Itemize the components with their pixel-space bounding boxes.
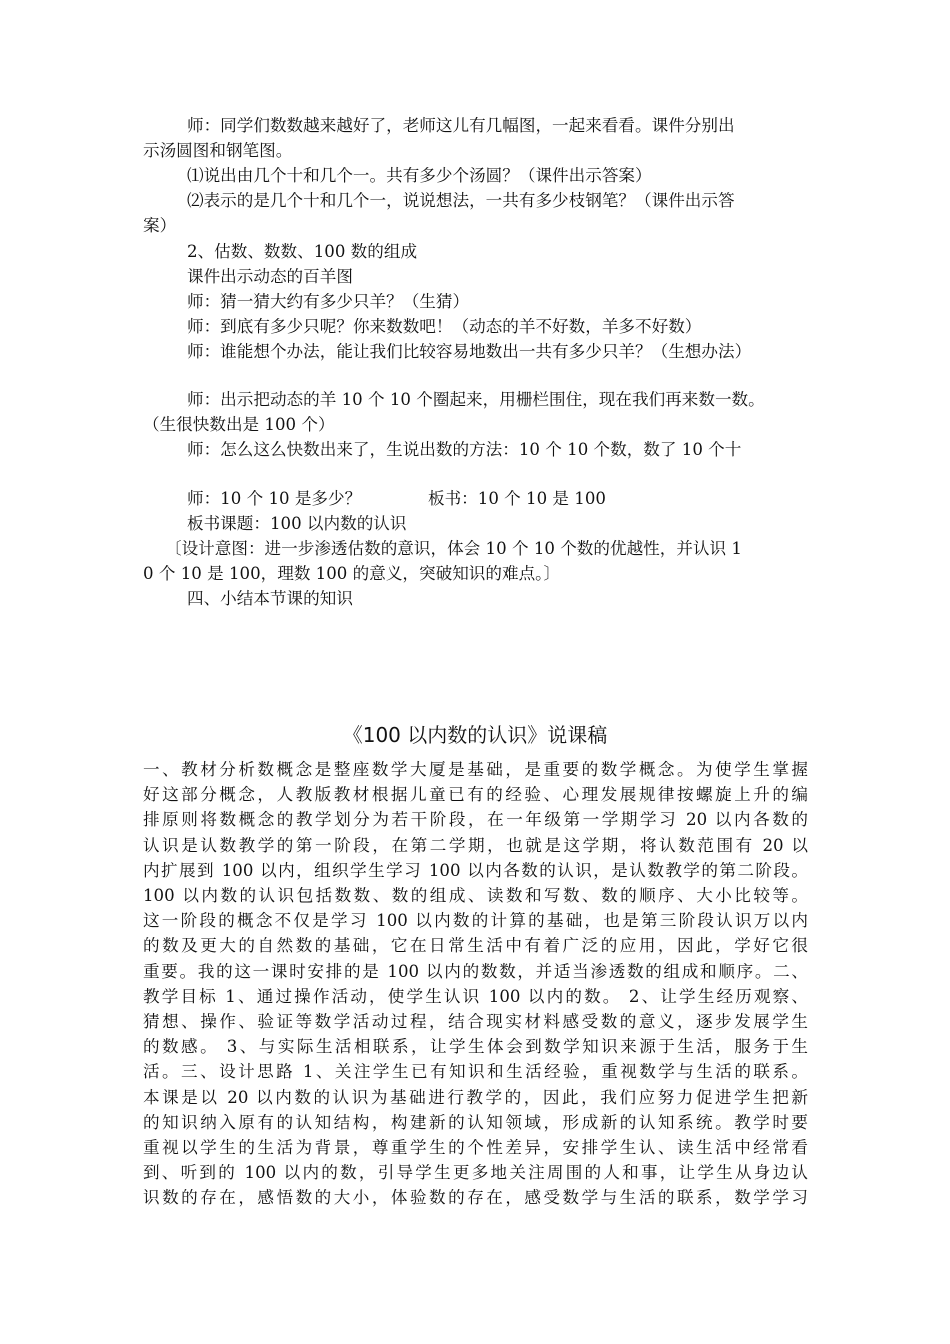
body-line: 的数及更大的自然数的基础，它在日常生活中有着广泛的应用，因此，学好它很 <box>143 936 808 956</box>
body-line: 教学目标 1、通过操作活动，使学生认识 100 以内的数。 2、让学生经历观察、 <box>143 986 808 1006</box>
paragraph-line: 师：谁能想个办法，能让我们比较容易地数出一共有多少只羊？（生想办法） <box>187 342 752 361</box>
body-line: 到、听到的 100 以内的数，引导学生更多地关注周围的人和事，让学生从身边认 <box>143 1163 808 1183</box>
paragraph-line: 示汤圆图和钢笔图。 <box>143 141 293 160</box>
body-line: 的知识纳入原有的认知结构，构建新的认知领域，形成新的认知系统。教学时要 <box>143 1112 808 1132</box>
body-line: 内扩展到 100 以内，组织学生学习 100 以内各数的认识，是认数教学的第二阶段。 <box>143 860 808 880</box>
body-line: 活。三、设计思路 1、关注学生已有知识和生活经验，重视数学与生活的联系。 <box>143 1062 808 1082</box>
paragraph-line: （生很快数出是 100 个） <box>143 415 335 434</box>
document-title: 《100 以内数的认识》说课稿 <box>342 723 608 747</box>
body-line: 排原则将数概念的教学划分为若干阶段，在一年级第一学期学习 20 以内各数的 <box>143 810 808 830</box>
body-paragraph <box>143 757 808 1211</box>
body-line: 好这部分概念，人教版教材根据儿童已有的经验、心理发展规律按螺旋上升的编 <box>143 785 808 805</box>
paragraph-line: ⑴说出由几个十和几个一。共有多少个汤圆？（课件出示答案） <box>187 166 652 185</box>
paragraph-line: ⑵表示的是几个十和几个一，说说想法，一共有多少枝钢笔？（课件出示答 <box>187 191 735 210</box>
body-line: 识数的存在，感悟数的大小，体验数的存在，感受数学与生活的联系，数学学习 <box>143 1188 808 1208</box>
paragraph-line: 案） <box>143 216 177 235</box>
section-heading: 四、小结本节课的知识 <box>187 589 353 608</box>
body-line: 重视以学生的生活为背景，尊重学生的个性差异，安排学生认、读生活中经常看 <box>143 1138 808 1158</box>
paragraph-line: 师：同学们数数越来越好了，老师这儿有几幅图，一起来看看。课件分别出 <box>187 116 735 135</box>
paragraph-line: 师：猜一猜大约有多少只羊？（生猜） <box>187 292 470 311</box>
paragraph-line: 师：出示把动态的羊 10 个 10 个圈起来，用栅栏围住，现在我们再来数一数。 <box>187 390 765 409</box>
body-line: 本课是以 20 以内数的认识为基础进行教学的，因此，我们应努力促进学生把新 <box>143 1087 808 1107</box>
paragraph-line: 板书课题：100 以内数的认识 <box>187 514 407 533</box>
body-line: 猜想、操作、验证等数学活动过程，结合现实材料感受数的意义，逐步发展学生 <box>143 1012 808 1032</box>
board-writing: 板书：10 个 10 是 100 <box>428 489 606 508</box>
body-line: 的数感。 3、与实际生活相联系，让学生体会到数学知识来源于生活，服务于生 <box>143 1037 808 1057</box>
body-line: 这一阶段的概念不仅是学习 100 以内数的计算的基础，也是第三阶段认识万以内 <box>143 911 808 931</box>
paragraph-line: 课件出示动态的百羊图 <box>187 267 353 286</box>
paragraph-line: 师：怎么这么快数出来了，生说出数的方法：10 个 10 个数，数了 10 个十 <box>187 440 742 459</box>
design-intent-note: 0 个 10 是 100，理数 100 的意义，突破知识的难点。〕 <box>143 564 561 583</box>
paragraph-line: 师：到底有多少只呢？你来数数吧！（动态的羊不好数，羊多不好数） <box>187 317 702 336</box>
section-heading: 2、估数、数数、100 数的组成 <box>187 242 418 261</box>
paragraph-line: 师：10 个 10 是多少？ <box>187 489 362 508</box>
body-line: 100 以内数的认识包括数数、数的组成、读数和写数、数的顺序、大小比较等。 <box>143 886 808 906</box>
body-line: 认识是认数教学的第一阶段，在第二学期，也就是这学期，将认数范围有 20 以 <box>143 835 808 855</box>
design-intent-note: 〔设计意图：进一步渗透估数的意识，体会 10 个 10 个数的优越性，并认识 1 <box>165 539 742 558</box>
body-line: 重要。我的这一课时安排的是 100 以内的数数，并适当渗透数的组成和顺序。二、 <box>143 961 808 981</box>
body-line: 一、教材分析数概念是整座数学大厦是基础，是重要的数学概念。为使学生掌握 <box>143 760 808 779</box>
